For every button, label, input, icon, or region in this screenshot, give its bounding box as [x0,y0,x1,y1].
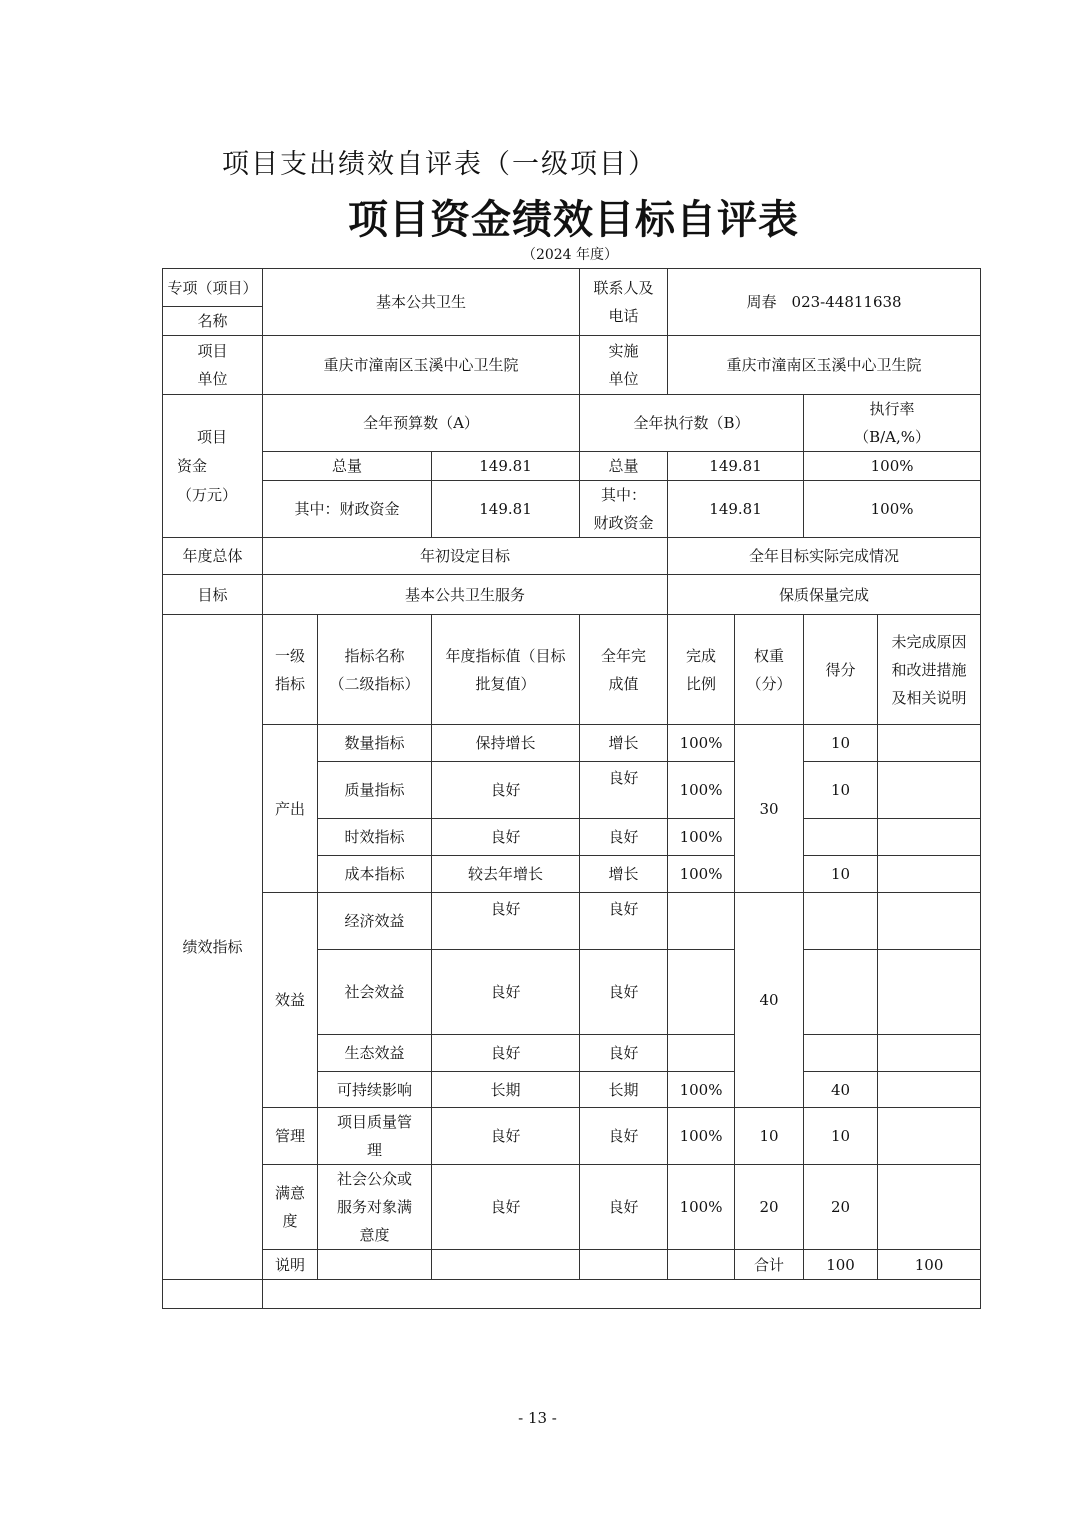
indicator-score: 10 [804,762,878,819]
indicator-reason [878,1108,981,1165]
impl-unit-label: 实施 单位 [580,336,668,395]
actual-goal-header: 全年目标实际完成情况 [668,538,981,575]
indicator-actual: 良好 [580,819,668,856]
indicator-reason [878,1165,981,1250]
note-content [263,1280,981,1309]
blank-cell [318,1250,432,1280]
indicator-name: 生态效益 [318,1035,432,1072]
total-rate: 100% [804,452,981,481]
blank-cell [432,1250,580,1280]
indicator-actual: 良好 [580,1165,668,1250]
rate-header: 执行率 （B/A,%） [804,395,981,452]
target-header: 年度指标值（目标 批复值） [432,615,580,725]
evaluation-table [162,268,981,1309]
impl-unit: 重庆市潼南区玉溪中心卫生院 [668,336,981,395]
form-title: 项目资金绩效目标自评表 [348,196,799,243]
indicator-reason [878,950,981,1035]
satisfaction-label: 满意 度 [263,1165,318,1250]
indicator-name-header: 指标名称 （二级指标） [318,615,432,725]
score-header: 得分 [804,615,878,725]
fiscal-rate: 100% [804,481,981,538]
total-label: 合计 [735,1250,804,1280]
fiscal-budget: 149.81 [432,481,580,538]
budget-header: 全年预算数（A） [263,395,580,452]
indicator-target: 良好 [432,1165,580,1250]
goals-label-2: 目标 [163,575,263,615]
project-name: 基本公共卫生 [263,269,580,336]
note-label: 说明 [263,1250,318,1280]
initial-goal-header: 年初设定目标 [263,538,668,575]
actual-header: 全年完 成值 [580,615,668,725]
output-weight: 30 [735,725,804,893]
goals-label: 年度总体 [163,538,263,575]
management-label: 管理 [263,1108,318,1165]
benefit-label: 效益 [263,893,318,1108]
initial-goal: 基本公共卫生服务 [263,575,668,615]
total-budget: 149.81 [432,452,580,481]
project-name-label-2: 名称 [163,307,263,336]
indicator-actual: 良好 [580,1035,668,1072]
indicator-score [804,893,878,950]
fiscal-exec-label: 其中： 财政资金 [580,481,668,538]
indicator-score: 40 [804,1072,878,1108]
indicator-target: 长期 [432,1072,580,1108]
indicator-score: 10 [804,725,878,762]
form-heading: 项目支出绩效自评表（一级项目） [222,149,657,180]
indicator-actual: 增长 [580,725,668,762]
total-label: 总量 [263,452,432,481]
indicator-actual: 长期 [580,1072,668,1108]
indicator-name: 时效指标 [318,819,432,856]
exec-header: 全年执行数（B） [580,395,804,452]
indicator-name: 社会效益 [318,950,432,1035]
indicator-reason [878,762,981,819]
indicator-reason [878,1072,981,1108]
indicator-weight: 10 [735,1108,804,1165]
indicator-ratio: 100% [668,1165,735,1250]
indicator-ratio [668,893,735,950]
indicator-name: 可持续影响 [318,1072,432,1108]
indicator-ratio: 100% [668,762,735,819]
indicators-label: 绩效指标 [163,615,263,1280]
indicator-score: 10 [804,856,878,893]
indicator-score: 10 [804,1108,878,1165]
indicator-actual: 良好 [580,893,668,950]
indicator-score [804,950,878,1035]
contact-label: 联系人及 电话 [580,269,668,336]
funds-label: 项目 资金 （万元） [163,395,263,538]
indicator-actual: 增长 [580,856,668,893]
indicator-score [804,1035,878,1072]
indicator-target: 保持增长 [432,725,580,762]
indicator-reason [878,856,981,893]
blank-cell [580,1250,668,1280]
indicator-ratio [668,1035,735,1072]
indicator-ratio: 100% [668,1072,735,1108]
indicator-reason [878,1035,981,1072]
indicator-name: 经济效益 [318,893,432,950]
indicator-target: 良好 [432,762,580,819]
indicator-actual: 良好 [580,950,668,1035]
actual-goal: 保质保量完成 [668,575,981,615]
project-unit: 重庆市潼南区玉溪中心卫生院 [263,336,580,395]
reason-header: 未完成原因 和改进措施 及相关说明 [878,615,981,725]
total-exec-label: 总量 [580,452,668,481]
indicator-name: 数量指标 [318,725,432,762]
fiscal-label: 其中：财政资金 [263,481,432,538]
total-weight: 100 [804,1250,878,1280]
fiscal-exec: 149.81 [668,481,804,538]
weight-header: 权重 （分） [735,615,804,725]
note-blank [163,1280,263,1309]
indicator-name: 项目质量管 理 [318,1108,432,1165]
indicator-actual: 良好 [580,1108,668,1165]
indicator-target: 良好 [432,893,580,950]
level1-header: 一级 指标 [263,615,318,725]
indicator-reason [878,893,981,950]
indicator-target: 较去年增长 [432,856,580,893]
total-score: 100 [878,1250,981,1280]
indicator-ratio: 100% [668,725,735,762]
indicator-score: 20 [804,1165,878,1250]
indicator-target: 良好 [432,1108,580,1165]
blank-cell [668,1250,735,1280]
output-label: 产出 [263,725,318,893]
indicator-actual: 良好 [580,762,668,819]
indicator-reason [878,819,981,856]
indicator-weight: 20 [735,1165,804,1250]
total-exec: 149.81 [668,452,804,481]
contact-value: 周春 023-44811638 [668,269,981,336]
indicator-ratio: 100% [668,856,735,893]
indicator-target: 良好 [432,819,580,856]
indicator-score [804,819,878,856]
benefit-weight: 40 [735,893,804,1108]
indicator-name: 质量指标 [318,762,432,819]
project-unit-label: 项目 单位 [163,336,263,395]
indicator-reason [878,725,981,762]
indicator-name: 社会公众或 服务对象满 意度 [318,1165,432,1250]
indicator-ratio: 100% [668,1108,735,1165]
indicator-name: 成本指标 [318,856,432,893]
indicator-target: 良好 [432,1035,580,1072]
form-year: （2024 年度） [521,247,619,263]
indicator-ratio [668,950,735,1035]
indicator-target: 良好 [432,950,580,1035]
indicator-ratio: 100% [668,819,735,856]
ratio-header: 完成 比例 [668,615,735,725]
page-number: - 13 - [518,1409,557,1427]
project-name-label: 专项（项目） [163,269,263,307]
